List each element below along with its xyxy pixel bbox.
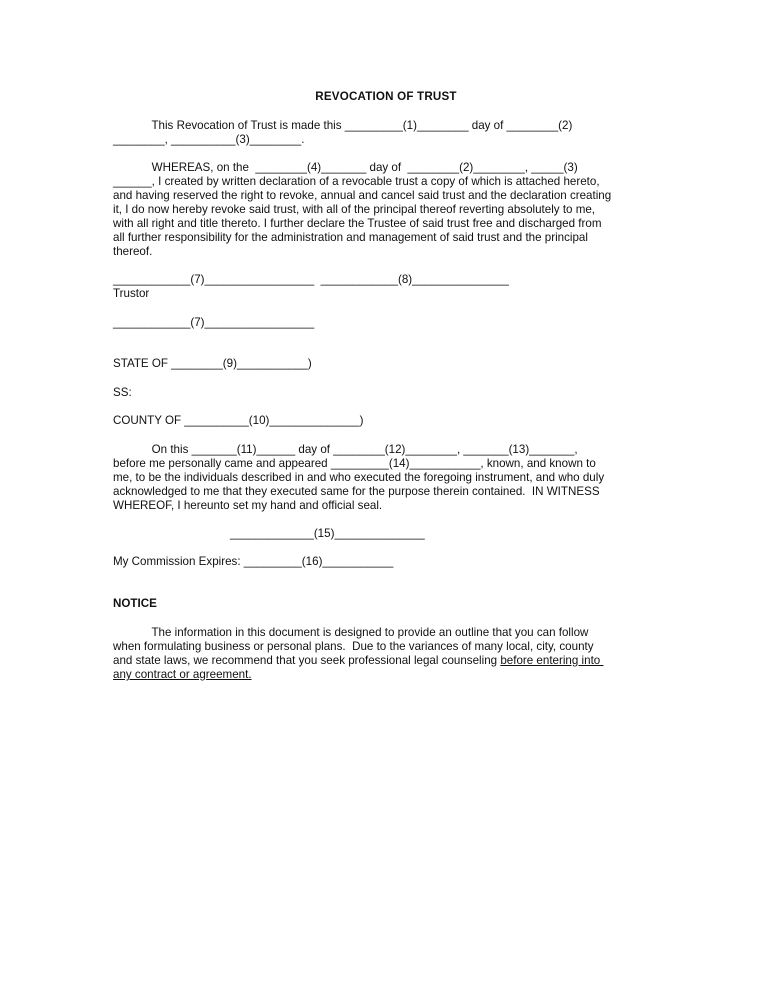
whereas-line-5: with all right and title thereto. I further declare the Trustee of said trust free and discharged from (113, 217, 602, 230)
notice-line-3-text: and state laws, we recommend that you seek professional legal counseling (113, 654, 501, 667)
acknowledgment-line-3: me, to be the individuals described in and who executed the foregoing instrument, and who duly (113, 471, 605, 484)
ss-label: SS: (113, 386, 132, 399)
whereas-line-3: and having reserved the right to revoke, annual and cancel said trust and the declaration creating (113, 189, 612, 202)
whereas-line-1: WHEREAS, on the ________(4)_______ day of ________(2)________, _____(3) (113, 161, 578, 174)
whereas-line-6: all further responsibility for the administration and management of said trust and the principal (113, 231, 588, 244)
commission-expires-line: My Commission Expires: _________(16)___________ (113, 555, 394, 568)
notice-line-3-underlined: before entering into (500, 654, 604, 667)
document-title: REVOCATION OF TRUST (315, 90, 457, 103)
county-line: COUNTY OF __________(10)______________) (113, 414, 364, 427)
acknowledgment-line-5: WHEREOF, I hereunto set my hand and official seal. (113, 499, 383, 512)
intro-line-2: ________, __________(3)________. (113, 133, 305, 146)
whereas-line-7: thereof. (113, 245, 153, 258)
notice-line-4-underlined: any contract or agreement. (113, 668, 252, 681)
notary-signature-line: _____________(15)______________ (230, 527, 425, 540)
signature-line-second: ____________(7)_________________ (113, 316, 315, 329)
whereas-line-2: ______, I created by written declaration of a revocable trust a copy of which is attached hereto, (113, 175, 600, 188)
notice-line-1: The information in this document is designed to provide an outline that you can follow (113, 626, 589, 639)
trustor-label: Trustor (113, 287, 150, 300)
intro-line-1: This Revocation of Trust is made this _________(1)________ day of ________(2) (113, 119, 573, 132)
notice-heading: NOTICE (113, 597, 157, 610)
state-line: STATE OF ________(9)___________) (113, 357, 312, 370)
signature-line-trustor: ____________(7)_________________ ____________(8)_______________ (113, 273, 509, 286)
whereas-line-4: it, I do now hereby revoke said trust, with all of the principal thereof reverting absolutely to me, (113, 203, 596, 216)
acknowledgment-line-1: On this _______(11)______ day of ________(12)________, _______(13)_______, (113, 443, 578, 456)
notice-line-2: when formulating business or personal plans. Due to the variances of many local, city, county (113, 640, 594, 653)
notice-line-3 (113, 654, 603, 668)
acknowledgment-line-4: acknowledged to me that they executed same for the purpose therein contained. IN WITNESS (113, 485, 600, 498)
acknowledgment-line-2: before me personally came and appeared _________(14)___________, known, and known to (113, 457, 596, 470)
